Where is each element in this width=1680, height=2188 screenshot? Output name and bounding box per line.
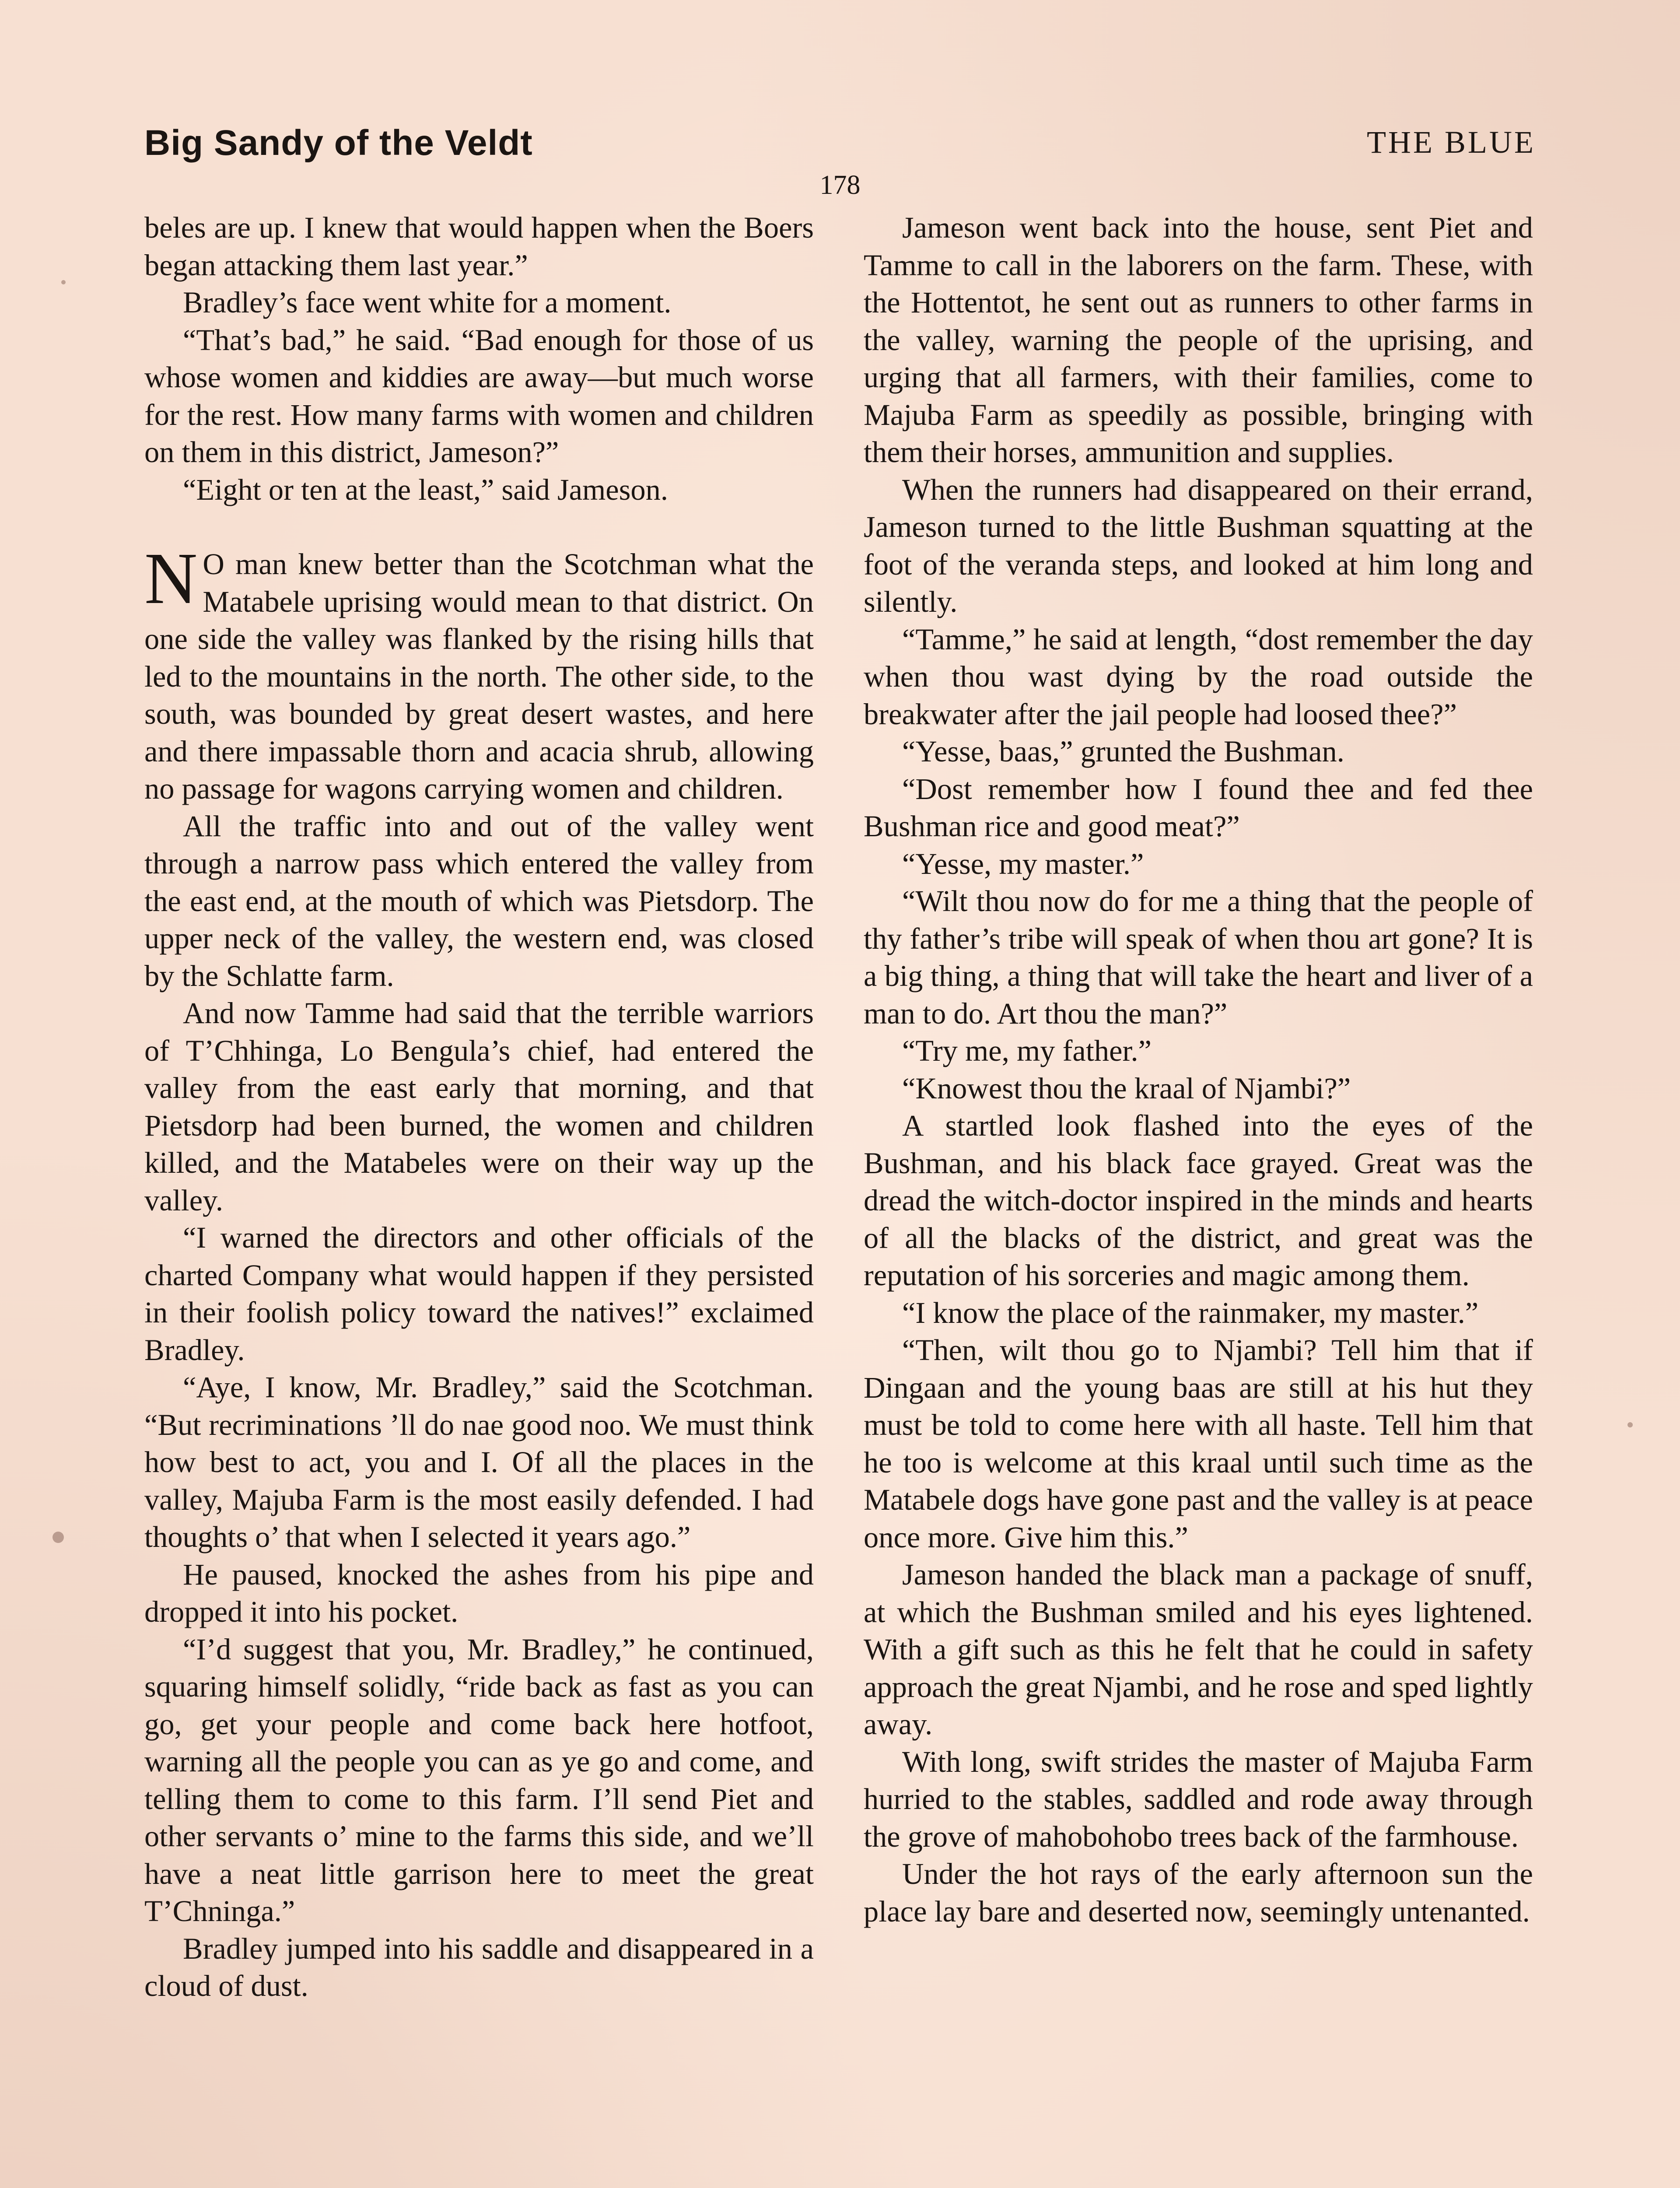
paragraph: Bradley’s face went white for a moment.	[183, 286, 672, 319]
paper-speck	[1628, 1422, 1633, 1427]
paragraph: Jameson went back into the house, sent Piet and Tamme to call in the laborers on the farm. These, with the Hottentot, he sent out as runners to other farms in the valley, warning the people of the uprising, and urging that all farmers, with their families, come to Majuba Farm as speedily as possible, bringing with them their horses, ammunition and supplies.	[864, 211, 1533, 469]
magazine-title: THE BLUE	[1367, 125, 1536, 160]
paper-speck	[52, 1532, 64, 1543]
paragraph: “I warned the directors and other officials of the charted Company what would happen if they persisted in their foolish policy toward the natives!” exclaimed Bradley.	[144, 1221, 814, 1367]
paragraph: Under the hot rays of the early afternoon sun the place lay bare and deserted now, seemingly untenanted.	[864, 1857, 1533, 1928]
right-column	[864, 209, 1533, 1930]
paragraph: “Yesse, my master.”	[902, 847, 1144, 880]
paragraph: Jameson handed the black man a package of snuff, at which the Bushman smiled and his eyes lightened. With a gift such as this he felt that he could in safety approach the great Njambi, and he rose and sped lightly away.	[864, 1558, 1533, 1741]
paragraph: A startled look flashed into the eyes of the Bushman, and his black face grayed. Great was the dread the witch-doctor inspired in the minds and hearts of all the blacks of the district, and great was the reputation of his sorceries and magic among them.	[864, 1109, 1533, 1292]
story-title: Big Sandy of the Veldt	[144, 123, 533, 163]
paragraph: “Tamme,” he said at length, “dost remember the day when thou wast dying by the road outside the breakwater after the jail people had loosed thee?”	[864, 622, 1533, 731]
paragraph: When the runners had disappeared on their errand, Jameson turned to the little Bushman squatting at the foot of the veranda steps, and looked at him long and silently.	[864, 473, 1533, 618]
drop-cap: N	[144, 538, 198, 619]
paragraph: Bradley jumped into his saddle and disappeared in a cloud of dust.	[144, 1932, 814, 2002]
paragraph: “Yesse, baas,” grunted the Bushman.	[902, 735, 1344, 768]
paragraph: All the traffic into and out of the valley went through a narrow pass which entered the valley from the east end, at the mouth of which was Pietsdorp. The upper neck of the valley, the western end, was closed by the Schlatte farm.	[144, 809, 814, 992]
paragraph: “Dost remember how I found thee and fed thee Bushman rice and good meat?”	[864, 772, 1533, 843]
paragraph: “Wilt thou now do for me a thing that the people of thy father’s tribe will speak of when thou art gone? It is a big thing, a thing that will take the heart and liver of a man to do. Art thou the man?”	[864, 884, 1533, 1030]
page-number: 178	[819, 170, 861, 200]
paragraph: “Eight or ten at the least,” said Jameson.	[183, 473, 668, 506]
paragraph: “Try me, my father.”	[902, 1034, 1152, 1067]
paragraph: “That’s bad,” he said. “Bad enough for those of us whose women and kiddies are away—but much worse for the rest. How many farms with women and children on them in this district, Jameson?”	[144, 323, 814, 469]
paragraph-text: O man knew better than the Scotchman what the Matabele uprising would mean to that district. On one side the valley was flanked by the rising hills that led to the mountains in the north. The other side, to the south, was bounded by great desert wastes, and here and there impassable thorn and acacia shrub, allowing no passage for wagons carrying women and children.	[144, 547, 814, 805]
paper-speck	[61, 280, 66, 284]
paragraph: “Aye, I know, Mr. Bradley,” said the Scotchman. “But recriminations ’ll do nae good noo. We must think how best to act, you and I. Of all the places in the valley, Majuba Farm is the most easily defended. I had thoughts o’ that when I selected it years ago.”	[144, 1371, 814, 1553]
paragraph: “Then, wilt thou go to Njambi? Tell him that if Dingaan and the young baas are still at his hut they must be told to come here with all haste. Tell him that he too is welcome at this kraal until such time as the Matabele dogs have gone past and the valley is at peace once more. Give him this.”	[864, 1333, 1533, 1554]
paragraph: He paused, knocked the ashes from his pipe and dropped it into his pocket.	[144, 1557, 814, 1628]
dropcap-paragraph	[144, 538, 814, 808]
paragraph: beles are up. I knew that would happen when the Boers began attacking them last year.”	[144, 211, 814, 282]
paragraph: And now Tamme had said that the terrible warriors of T’Chhinga, Lo Bengula’s chief, had entered the valley from the east early that morning, and that Pietsdorp had been burned, the women and children killed, and the Matabeles were on their way up the valley.	[144, 996, 814, 1217]
paragraph: “Knowest thou the kraal of Njambi?”	[902, 1071, 1351, 1105]
left-column	[144, 209, 814, 2005]
paragraph: With long, swift strides the master of Majuba Farm hurried to the stables, saddled and rode away through the grove of mahobohobo trees back of the farmhouse.	[864, 1745, 1533, 1853]
paragraph: “I know the place of the rainmaker, my master.”	[902, 1296, 1479, 1329]
paragraph: “I’d suggest that you, Mr. Bradley,” he continued, squaring himself solidly, “ride back as fast as you can go, get your people and come back here hotfoot, warning all the people you can as ye go and come, and telling them to come to this farm. I’ll send Piet and other servants o’ mine to the farms this side, and we’ll have a neat little garrison here to meet the great T’Chninga.”	[144, 1632, 814, 1928]
